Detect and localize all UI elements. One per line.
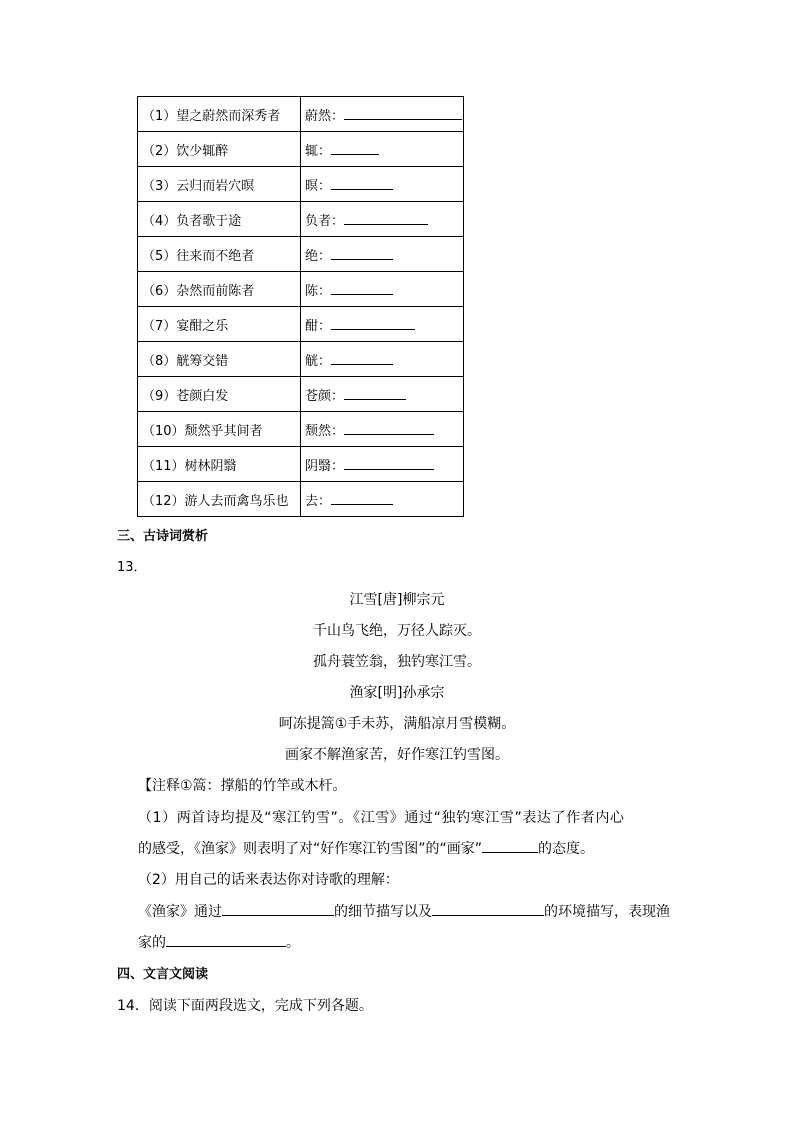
q2-text-c: 的环境描写，表现渔 (544, 904, 670, 920)
table-row (138, 237, 464, 272)
target-word: 辄： (305, 143, 332, 159)
q2-blank-1[interactable] (222, 902, 334, 916)
answer-cell (301, 237, 464, 272)
answer-cell (301, 97, 464, 132)
answer-cell (301, 202, 464, 237)
answer-blank[interactable] (331, 492, 393, 505)
table-row (138, 97, 464, 132)
table-row (138, 132, 464, 167)
target-word: 酣： (305, 318, 332, 334)
table-row (138, 412, 464, 447)
phrase-cell: （6）杂然而前陈者 (138, 272, 301, 307)
table-row (138, 342, 464, 377)
poem-2-title: 渔家[明]孙承宗 (349, 685, 445, 701)
q1-text-suffix: 的态度。 (538, 841, 595, 857)
q2-text-e: 。 (286, 935, 300, 951)
phrase-cell: （2）饮少辄醉 (138, 132, 301, 167)
q1-text-prefix: 的感受，《渔家》则表明了对“好作寒江钓雪图”的“画家” (138, 841, 483, 857)
answer-cell (301, 132, 464, 167)
answer-blank[interactable] (331, 142, 379, 155)
target-word: 绝： (305, 248, 332, 264)
q2-blank-2[interactable] (432, 902, 544, 916)
target-word: 负者： (305, 213, 345, 229)
question-13-1-line-2 (138, 838, 594, 858)
phrase-cell: （1）望之蔚然而深秀者 (138, 97, 301, 132)
question-13-2-line-2 (138, 932, 300, 952)
phrase-cell: （12）游人去而禽鸟乐也 (138, 482, 301, 517)
phrase-cell: （7）宴酣之乐 (138, 307, 301, 342)
phrase-cell: （4）负者歌于途 (138, 202, 301, 237)
q2-blank-3[interactable] (166, 933, 286, 947)
phrase-cell: （9）苍颜白发 (138, 377, 301, 412)
answer-cell (301, 377, 464, 412)
phrase-cell: （11）树林阴翳 (138, 447, 301, 482)
answer-blank[interactable] (331, 177, 393, 190)
q1-answer-blank[interactable] (482, 839, 538, 853)
target-word: 暝： (305, 178, 332, 194)
phrase-cell: （5）往来而不绝者 (138, 237, 301, 272)
answer-cell (301, 447, 464, 482)
question-13-number: 13． (117, 560, 147, 575)
target-word: 觥： (305, 353, 332, 369)
poem-1-title: 江雪[唐]柳宗元 (349, 592, 445, 608)
phrase-cell: （10）颓然乎其间者 (138, 412, 301, 447)
vocab-table (137, 96, 464, 517)
poem-2-line-1: 呵冻提篙①手未苏，满船凉月雪模糊。 (278, 716, 516, 732)
table-row (138, 272, 464, 307)
question-13-2-line-1 (138, 901, 670, 921)
section-4-heading: 四、文言文阅读 (117, 967, 209, 982)
q2-text-d: 家的 (138, 935, 166, 951)
answer-cell (301, 167, 464, 202)
table-row (138, 307, 464, 342)
target-word: 颓然： (305, 423, 345, 439)
question-14: 14．阅读下面两段选文，完成下列各题。 (117, 998, 373, 1014)
phrase-cell: （8）觥筹交错 (138, 342, 301, 377)
poem-2-line-2: 画家不解渔家苦，好作寒江钓雪图。 (285, 747, 509, 763)
target-word: 蔚然： (305, 108, 345, 124)
table-row (138, 377, 464, 412)
phrase-cell: （3）云归而岩穴暝 (138, 167, 301, 202)
target-word: 苍颜： (305, 388, 345, 404)
question-13-2-prompt: （2）用自己的话来表达你对诗歌的理解： (138, 872, 399, 888)
target-word: 阴翳： (305, 458, 345, 474)
q2-text-a: 《渔家》通过 (138, 904, 222, 920)
answer-blank[interactable] (331, 247, 393, 260)
answer-cell (301, 412, 464, 447)
annotation-note: 【注释①篙：撑船的竹竿或木杆。 (138, 778, 347, 794)
answer-blank[interactable] (344, 422, 434, 435)
answer-blank[interactable] (344, 387, 406, 400)
table-row (138, 447, 464, 482)
table-row (138, 202, 464, 237)
poem-1-line-1: 千山鸟飞绝，万径人踪灭。 (313, 623, 481, 639)
answer-blank[interactable] (344, 107, 462, 120)
q2-text-b: 的细节描写以及 (334, 904, 432, 920)
answer-blank[interactable] (344, 212, 428, 225)
table-row (138, 167, 464, 202)
section-3-heading: 三、古诗词赏析 (117, 529, 209, 544)
table-row (138, 482, 464, 517)
answer-blank[interactable] (331, 282, 393, 295)
answer-cell (301, 342, 464, 377)
answer-blank[interactable] (331, 352, 393, 365)
target-word: 陈： (305, 283, 332, 299)
question-13-1-line-1: （1）两首诗均提及“寒江钓雪”。《江雪》通过“独钓寒江雪”表达了作者内心 (138, 810, 625, 826)
answer-cell (301, 272, 464, 307)
poem-1-line-2: 孤舟蓑笠翁，独钓寒江雪。 (313, 654, 481, 670)
answer-blank[interactable] (331, 317, 415, 330)
answer-blank[interactable] (344, 457, 434, 470)
answer-cell (301, 307, 464, 342)
target-word: 去： (305, 493, 332, 509)
answer-cell (301, 482, 464, 517)
